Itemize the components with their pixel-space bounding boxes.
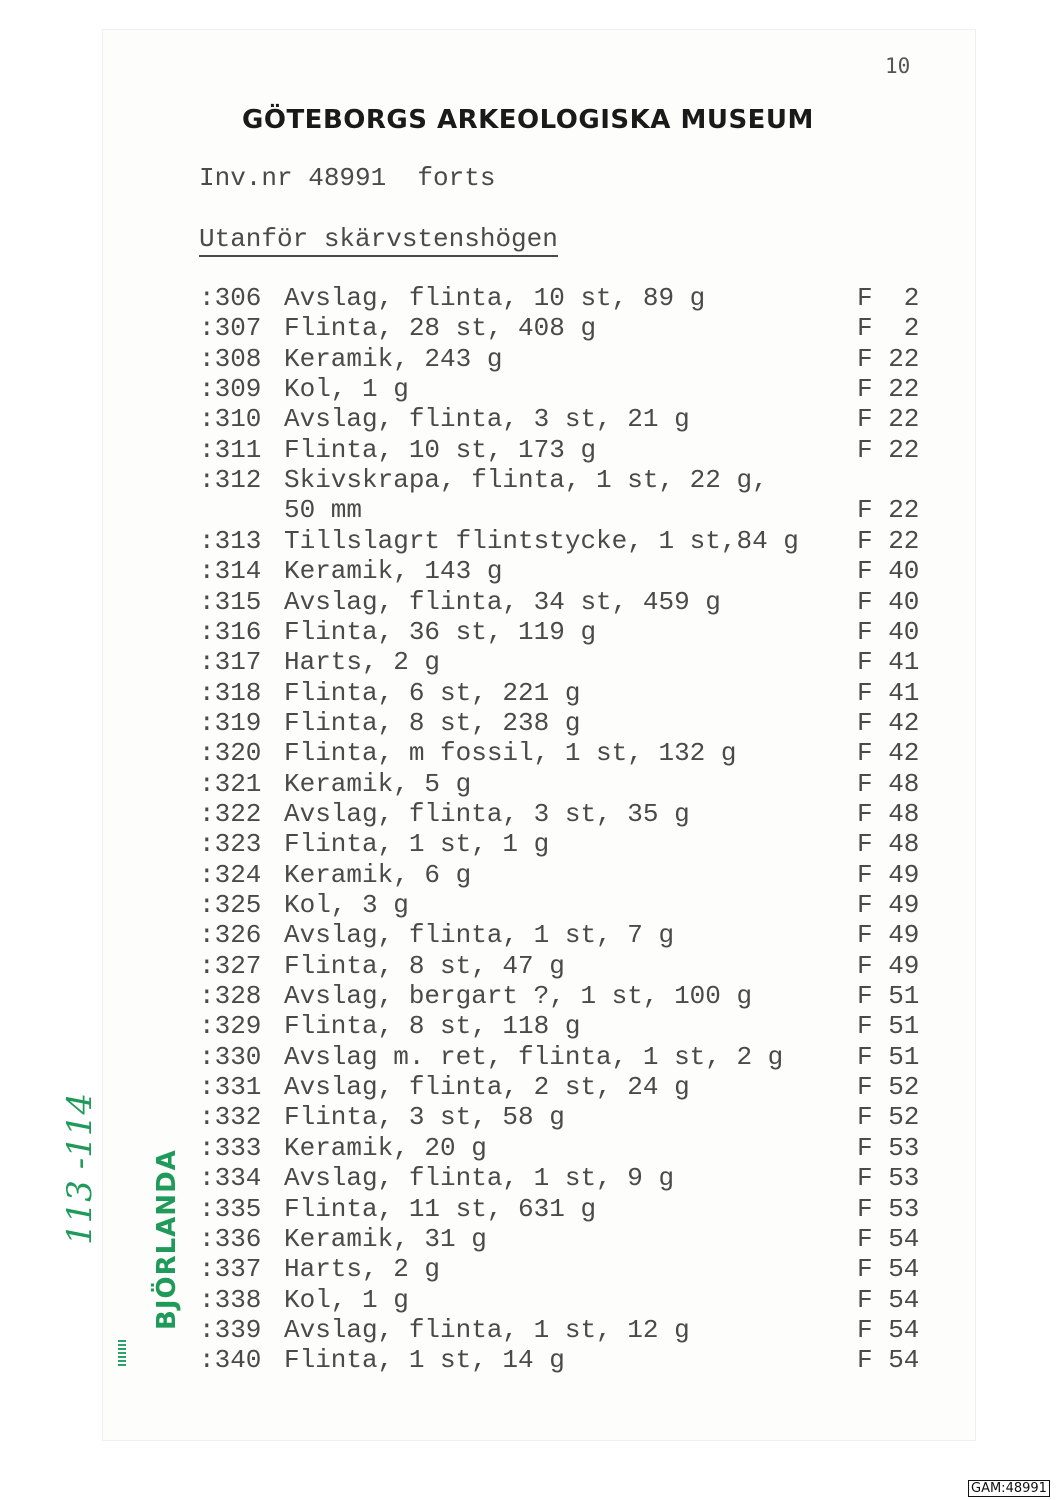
entry-location: F 48 (857, 768, 920, 799)
entry-number: :334 (199, 1163, 262, 1194)
entry-number: :317 (199, 647, 262, 678)
entry-location: F 53 (857, 1132, 920, 1163)
entry-description: 50 mm (284, 495, 363, 526)
stamp-mark (118, 1338, 126, 1366)
entry-number: :332 (199, 1102, 262, 1133)
entry-number: :331 (199, 1072, 262, 1103)
entry-description: Avslag, flinta, 3 st, 21 g (284, 404, 690, 435)
entry-number: :315 (199, 586, 262, 617)
entry-number: :327 (199, 950, 262, 981)
entry-location: F 40 (857, 616, 920, 647)
entry-number: :335 (199, 1193, 262, 1224)
entry-number: :308 (199, 343, 262, 374)
location-stamp: BJÖRLANDA (152, 1149, 182, 1330)
entry-location: F 41 (857, 677, 920, 708)
entry-location: F 51 (857, 981, 920, 1012)
entry-description: Avslag, flinta, 1 st, 7 g (284, 920, 675, 951)
section-title: Utanför skärvstenshögen (199, 224, 558, 257)
entry-location: F 2 (857, 313, 920, 344)
museum-header: GÖTEBORGS ARKEOLOGISKA MUSEUM (242, 105, 814, 135)
entry-number: :333 (199, 1132, 262, 1163)
entry-location: F 42 (857, 738, 920, 769)
entry-description: Skivskrapa, flinta, 1 st, 22 g, (284, 465, 768, 496)
entry-location: F 52 (857, 1102, 920, 1133)
entry-number: :306 (199, 283, 262, 313)
entry-location: F 54 (857, 1254, 920, 1285)
entry-description: Keramik, 20 g (284, 1132, 487, 1163)
entry-description: Keramik, 143 g (284, 556, 503, 587)
entry-number: :311 (199, 434, 262, 465)
entry-number: :339 (199, 1314, 262, 1345)
entry-description: Avslag, flinta, 1 st, 12 g (284, 1314, 690, 1345)
entry-number: :329 (199, 1011, 262, 1042)
entry-description: Flinta, 11 st, 631 g (284, 1193, 597, 1224)
entry-number: :323 (199, 829, 262, 860)
entry-description: Kol, 1 g (284, 1284, 409, 1315)
entry-location: F 49 (857, 920, 920, 951)
entry-description: Avslag, flinta, 2 st, 24 g (284, 1072, 690, 1103)
entry-number: :316 (199, 616, 262, 647)
entry-number: :318 (199, 677, 262, 708)
entry-description: Keramik, 31 g (284, 1223, 487, 1254)
entry-description: Harts, 2 g (284, 647, 441, 678)
entry-number: :336 (199, 1223, 262, 1254)
entry-location: F 40 (857, 556, 920, 587)
entry-description: Keramik, 5 g (284, 768, 472, 799)
entry-description: Flinta, 6 st, 221 g (284, 677, 581, 708)
entry-number: :340 (199, 1345, 262, 1376)
entry-number: :324 (199, 859, 262, 890)
entry-description: Avslag, flinta, 3 st, 35 g (284, 798, 690, 829)
entry-number: :330 (199, 1041, 262, 1072)
entry-number: :310 (199, 404, 262, 435)
entry-location: F 54 (857, 1345, 920, 1376)
entry-location: F 22 (857, 343, 920, 374)
entry-description: Flinta, 8 st, 238 g (284, 707, 581, 738)
entry-number: :322 (199, 798, 262, 829)
entry-number: :326 (199, 920, 262, 951)
entry-description: Flinta, m fossil, 1 st, 132 g (284, 738, 737, 769)
entry-location: F 22 (857, 495, 920, 526)
entry-location: F 22 (857, 374, 920, 405)
entry-description: Flinta, 3 st, 58 g (284, 1102, 565, 1133)
entry-description: Avslag, flinta, 10 st, 89 g (284, 283, 706, 313)
entry-location: F 54 (857, 1284, 920, 1315)
entry-description: Keramik, 6 g (284, 859, 472, 890)
entry-description: Flinta, 8 st, 118 g (284, 1011, 581, 1042)
entry-number: :313 (199, 525, 262, 556)
entry-number: :309 (199, 374, 262, 405)
entry-location: F 49 (857, 890, 920, 920)
entry-description: Flinta, 1 st, 1 g (284, 829, 550, 860)
entry-location: F 22 (857, 434, 920, 465)
entry-description: Tillslagrt flintstycke, 1 st,84 g (284, 525, 799, 556)
entry-location: F 49 (857, 859, 920, 890)
entry-location: F 2 (857, 283, 920, 313)
entry-number: :338 (199, 1284, 262, 1315)
entry-description: Keramik, 243 g (284, 343, 503, 374)
entry-location: F 40 (857, 586, 920, 617)
entry-number: :307 (199, 313, 262, 344)
entry-description: Flinta, 36 st, 119 g (284, 616, 597, 647)
archive-tag: GAM:48991 (968, 1480, 1050, 1497)
entry-location: F 54 (857, 1223, 920, 1254)
entry-location: F 48 (857, 829, 920, 860)
entry-description: Avslag m. ret, flinta, 1 st, 2 g (284, 1041, 784, 1072)
entry-description: Kol, 3 g (284, 890, 409, 920)
entry-description: Flinta, 28 st, 408 g (284, 313, 597, 344)
entry-location: F 51 (857, 1041, 920, 1072)
entry-description: Avslag, flinta, 1 st, 9 g (284, 1163, 675, 1194)
entry-number: :325 (199, 890, 262, 920)
entry-location: F 53 (857, 1193, 920, 1224)
entry-location: F 41 (857, 647, 920, 678)
entry-number: :312 (199, 465, 262, 496)
entry-number: :321 (199, 768, 262, 799)
entry-description: Flinta, 1 st, 14 g (284, 1345, 565, 1376)
entry-number: :319 (199, 707, 262, 738)
entry-description: Harts, 2 g (284, 1254, 441, 1285)
entry-description: Flinta, 10 st, 173 g (284, 434, 597, 465)
entry-description: Avslag, flinta, 34 st, 459 g (284, 586, 721, 617)
entry-location: F 22 (857, 525, 920, 556)
entry-location: F 51 (857, 1011, 920, 1042)
page-number: 10 (885, 54, 911, 78)
entry-number: :320 (199, 738, 262, 769)
entry-location: F 49 (857, 950, 920, 981)
handwritten-note: 113 -114 (60, 1092, 100, 1245)
entry-location: F 54 (857, 1314, 920, 1345)
entry-location: F 48 (857, 798, 920, 829)
entry-number: :328 (199, 981, 262, 1012)
entry-number: :337 (199, 1254, 262, 1285)
entry-description: Kol, 1 g (284, 374, 409, 405)
entry-number: :314 (199, 556, 262, 587)
entry-location: F 22 (857, 404, 920, 435)
entry-location: F 52 (857, 1072, 920, 1103)
entry-description: Avslag, bergart ?, 1 st, 100 g (284, 981, 753, 1012)
entry-location: F 42 (857, 707, 920, 738)
entry-location: F 53 (857, 1163, 920, 1194)
entry-description: Flinta, 8 st, 47 g (284, 950, 565, 981)
inventory-number: Inv.nr 48991 forts (199, 163, 496, 193)
